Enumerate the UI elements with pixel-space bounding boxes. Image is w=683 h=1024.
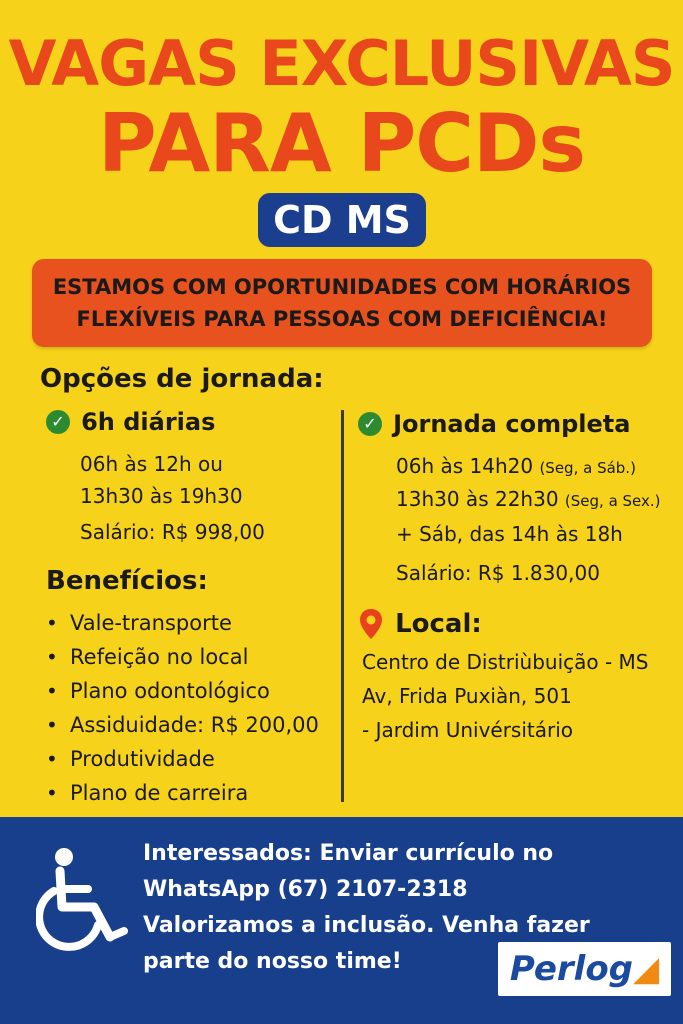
part-time-option	[46, 408, 215, 436]
benefit-item: • Produtividade	[46, 742, 319, 776]
cd-badge: CD MS	[258, 193, 426, 247]
full-time-hours-2: 13h30 às 22h30 (Seg, a Sex.)	[396, 487, 661, 511]
full-time-hours-2-note: (Seg, a Sex.)	[564, 492, 661, 510]
footer-line-2: WhatsApp (67) 2107-2318	[143, 877, 468, 902]
benefit-item: • Refeição no local	[46, 640, 319, 674]
location-heading-row	[358, 608, 482, 640]
benefit-item: • Plano de carreira	[46, 776, 319, 810]
full-time-hours-1-note: (Seg, a Sáb.)	[539, 459, 636, 477]
benefit-item: • Vale-transporte	[46, 606, 319, 640]
benefit-item: • Assiduidade: R$ 200,00	[46, 708, 319, 742]
benefits-list	[46, 606, 319, 810]
column-divider	[341, 410, 344, 802]
map-pin-icon	[358, 608, 384, 640]
perlog-logo	[498, 942, 671, 996]
footer-line-3: Valorizamos a inclusão. Venha fazer	[143, 913, 590, 938]
location-heading: Local:	[395, 609, 482, 639]
logo-text: Perlog	[509, 949, 634, 989]
banner-line-1: ESTAMOS COM OPORTUNIDADES COM HORÁRIOS	[52, 275, 632, 299]
wheelchair-icon	[36, 845, 136, 955]
location-line-2: Av, Frida Puxiàn, 501	[362, 684, 572, 708]
part-time-hours-2: 13h30 às 19h30	[80, 484, 243, 508]
full-time-hours-1: 06h às 14h20 (Seg, a Sáb.)	[396, 454, 636, 478]
full-time-title: Jornada completa	[393, 410, 631, 438]
full-time-option	[358, 410, 630, 438]
opportunity-banner	[32, 259, 652, 347]
options-heading: Opções de jornada:	[40, 364, 324, 394]
part-time-hours-1: 06h às 12h ou	[80, 452, 223, 476]
benefits-heading: Benefícios:	[46, 566, 208, 596]
full-time-saturday: + Sáb, das 14h às 18h	[396, 522, 623, 546]
benefit-item: • Plano odontológico	[46, 674, 319, 708]
full-time-salary: Salário: R$ 1.830,00	[396, 561, 600, 585]
title-line-1: VAGAS EXCLUSIVAS	[8, 27, 675, 100]
footer-line-1: Interessados: Enviar currículo no	[143, 841, 554, 866]
banner-line-2: FLEXÍVEIS PARA PESSOAS COM DEFICIÊNCIA!	[76, 307, 608, 331]
location-line-3: - Jardim Univérsitário	[362, 718, 574, 742]
logo-mark-icon: ◢	[633, 949, 660, 989]
check-circle-icon: ✓	[46, 410, 70, 434]
check-circle-icon: ✓	[358, 412, 382, 436]
part-time-title: 6h diárias	[81, 408, 216, 436]
footer-line-4: parte do nosso time!	[143, 949, 402, 974]
title-line-2: PARA PCDs	[98, 97, 585, 190]
part-time-salary: Salário: R$ 998,00	[80, 520, 265, 544]
location-line-1: Centro de Distriùbuição - MS	[362, 650, 649, 674]
